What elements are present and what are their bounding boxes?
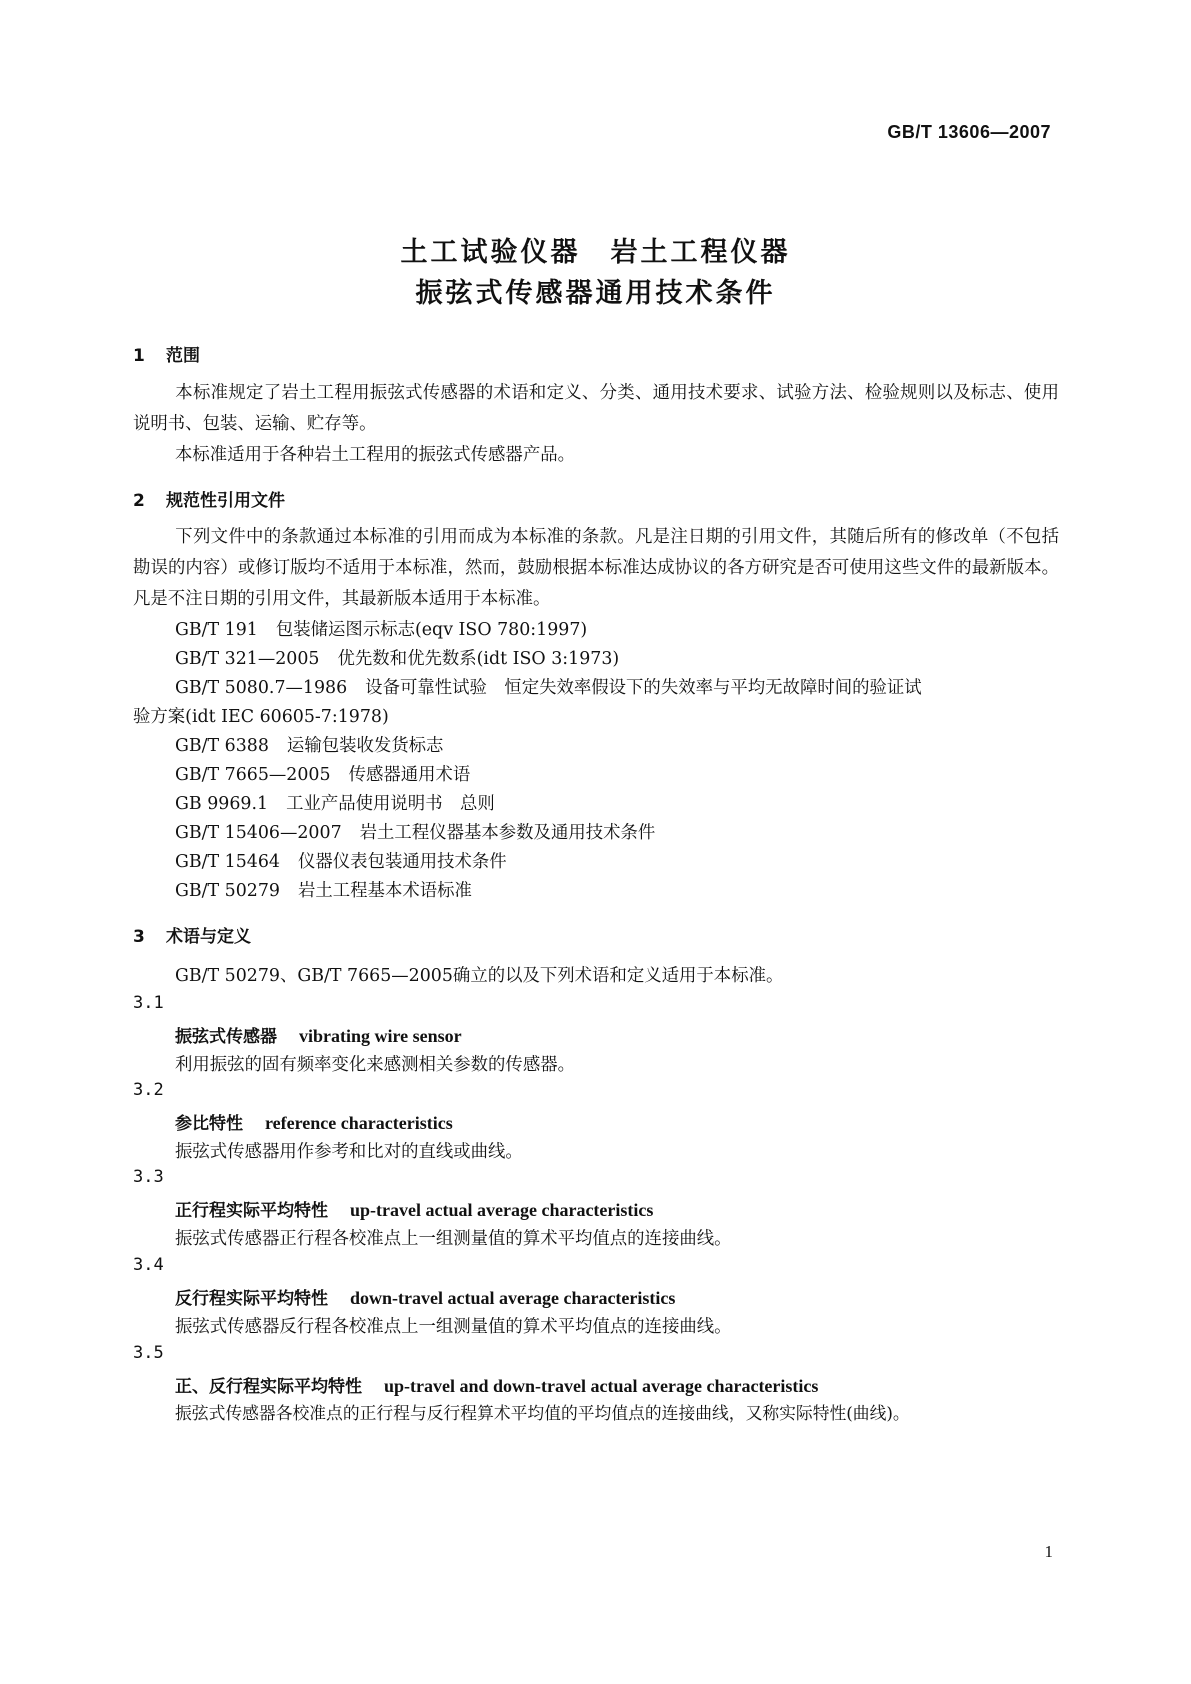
- term-entry: [175, 1284, 675, 1309]
- reference-code: GB/T 15464: [175, 852, 280, 872]
- section-number: 2: [133, 491, 145, 511]
- document-title-line2: 振弦式传感器通用技术条件: [415, 278, 776, 309]
- section-title: 规范性引用文件: [166, 491, 285, 511]
- term-definition: 振弦式传感器用作参考和比对的直线或曲线。: [175, 1142, 523, 1162]
- paragraph-text: 本标准规定了岩土工程用振弦式传感器的术语和定义、分类、通用技术要求、试验方法、检验规则以及标志、使用说明书、包装、运输、贮存等。: [133, 383, 1059, 434]
- clause-number: 3.2: [133, 1080, 164, 1100]
- scope-paragraph-2: [133, 440, 1059, 471]
- term-chinese: 正、反行程实际平均特性: [175, 1377, 362, 1397]
- reference-title: 岩土工程基本术语标准: [297, 881, 472, 901]
- term-definition: 振弦式传感器正行程各校准点上一组测量值的算术平均值点的连接曲线。: [175, 1229, 732, 1249]
- reference-code: GB/T 191: [175, 620, 258, 640]
- reference-code: GB/T 7665—2005: [175, 765, 331, 785]
- reference-title: 包装储运图示标志(eqv ISO 780:1997): [275, 620, 588, 640]
- scope-paragraph-1: [133, 378, 1059, 440]
- standard-number: GB/T 13606—2007: [887, 122, 1051, 142]
- term-entry: [175, 1109, 453, 1134]
- reference-title: 仪器仪表包装通用技术条件: [297, 852, 507, 872]
- terms-intro: GB/T 50279、GB/T 7665—2005确立的以及下列术语和定义适用于本标准。: [175, 966, 784, 986]
- references-intro-paragraph: [133, 522, 1059, 615]
- reference-item: [175, 673, 922, 698]
- section-number: 1: [133, 346, 145, 366]
- term-english: up-travel actual average characteristics: [350, 1200, 654, 1220]
- clause-number: 3.1: [133, 993, 164, 1013]
- reference-item: [175, 615, 587, 640]
- reference-code: GB/T 321—2005: [175, 649, 320, 669]
- reference-title: 运输包装收发货标志: [286, 736, 444, 756]
- reference-title: 优先数和优先数系(idt ISO 3:1973): [337, 649, 620, 669]
- term-english: reference characteristics: [265, 1113, 453, 1133]
- section-heading-terms-definitions: [133, 922, 251, 947]
- page-number: 1: [1044, 1542, 1053, 1561]
- section-heading-normative-references: [133, 486, 285, 511]
- section-title: 范围: [166, 346, 200, 366]
- reference-item: [175, 731, 443, 756]
- reference-item: [175, 876, 472, 901]
- reference-title: 工业产品使用说明书 总则: [286, 794, 495, 814]
- document-title-line1: 土工试验仪器 岩土工程仪器: [400, 237, 791, 268]
- term-definition: 振弦式传感器反行程各校准点上一组测量值的算术平均值点的连接曲线。: [175, 1317, 732, 1337]
- reference-title: 岩土工程仪器基本参数及通用技术条件: [359, 823, 656, 843]
- reference-item: [175, 644, 619, 669]
- reference-item: [175, 760, 470, 785]
- paragraph-text: 下列文件中的条款通过本标准的引用而成为本标准的条款。凡是注日期的引用文件，其随后所有的修改单（不包括勘误的内容）或修订版均不适用于本标准，然而，鼓励根据本标准达成协议的各方研究是否可使用这些文件的最新版本。凡是不注日期的引用文件，其最新版本适用于本标准。: [133, 527, 1059, 609]
- term-english: up-travel and down-travel actual average characteristics: [384, 1376, 819, 1396]
- section-number: 3: [133, 927, 145, 947]
- term-entry: [175, 1196, 653, 1221]
- term-chinese: 正行程实际平均特性: [175, 1201, 328, 1221]
- reference-item: [175, 847, 507, 872]
- term-definition: 振弦式传感器各校准点的正行程与反行程算术平均值的平均值点的连接曲线，又称实际特性(曲线)。: [175, 1403, 910, 1423]
- reference-code: GB/T 5080.7—1986: [175, 678, 348, 698]
- term-entry: [175, 1022, 462, 1047]
- reference-code: GB/T 50279: [175, 881, 280, 901]
- clause-number: 3.3: [133, 1167, 164, 1187]
- section-title: 术语与定义: [166, 927, 251, 947]
- section-heading-scope: [133, 341, 200, 366]
- paragraph-text: 本标准适用于各种岩土工程用的振弦式传感器产品。: [175, 445, 575, 465]
- term-entry: [175, 1372, 818, 1397]
- reference-title: 传感器通用术语: [348, 765, 471, 785]
- clause-number: 3.5: [133, 1343, 164, 1363]
- reference-item: [175, 789, 495, 814]
- reference-title-continued: 验方案(idt IEC 60605-7:1978): [133, 707, 389, 727]
- reference-code: GB/T 15406—2007: [175, 823, 342, 843]
- reference-title: 设备可靠性试验 恒定失效率假设下的失效率与平均无故障时间的验证试: [365, 678, 922, 698]
- reference-code: GB 9969.1: [175, 794, 269, 814]
- term-chinese: 反行程实际平均特性: [175, 1289, 328, 1309]
- clause-number: 3.4: [133, 1255, 164, 1275]
- reference-item-continuation: [133, 702, 389, 727]
- term-english: down-travel actual average characteristics: [350, 1288, 676, 1308]
- term-chinese: 参比特性: [175, 1114, 243, 1134]
- term-chinese: 振弦式传感器: [175, 1027, 277, 1047]
- reference-code: GB/T 6388: [175, 736, 269, 756]
- term-definition: 利用振弦的固有频率变化来感测相关参数的传感器。: [175, 1055, 575, 1075]
- reference-item: [175, 818, 655, 843]
- term-english: vibrating wire sensor: [299, 1026, 462, 1046]
